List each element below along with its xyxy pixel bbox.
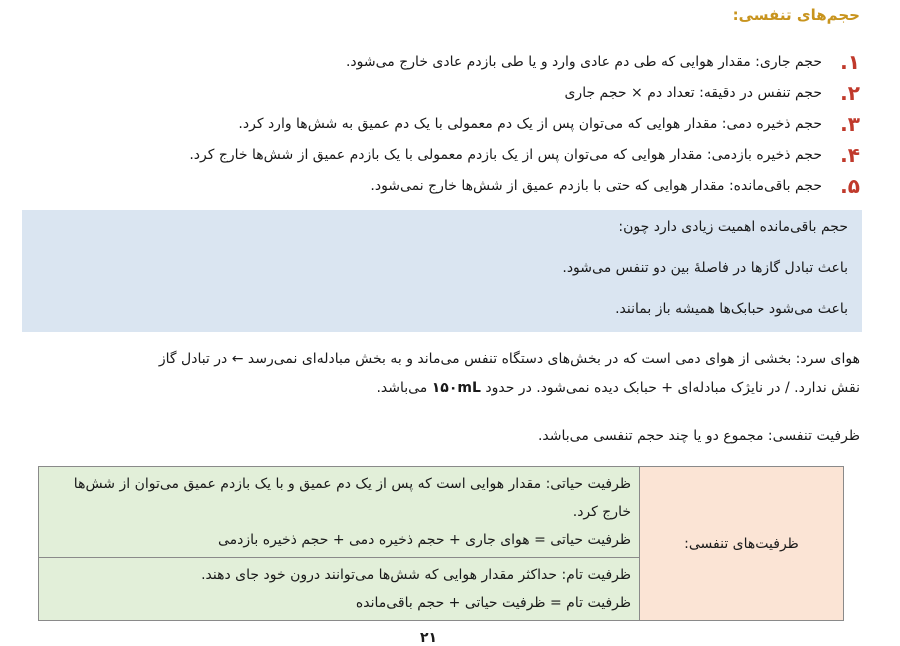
total-capacity-definition: ظرفیت تام: حداکثر مقدار هوایی که شش‌ها می‌توانند درون خود جای دهند. xyxy=(201,567,631,583)
list-number: ۵. xyxy=(840,173,860,198)
capacity-definition: ظرفیت تنفسی: مجموع دو یا چند حجم تنفسی می‌باشد. xyxy=(537,428,860,444)
respiratory-volumes-list xyxy=(60,46,860,201)
list-item xyxy=(60,139,860,170)
list-item xyxy=(60,46,860,77)
list-number: ۱. xyxy=(840,49,860,74)
list-item-text: حجم باقی‌مانده: مقدار هوایی که حتی با بازدم عمیق از شش‌ها خارج نمی‌شود. xyxy=(370,177,822,194)
capacities-table xyxy=(38,466,844,621)
dead-space-paragraph xyxy=(20,345,860,403)
list-item xyxy=(60,108,860,139)
residual-volume-box xyxy=(22,210,862,332)
paragraph-text: می‌باشد. xyxy=(376,380,432,396)
box-reason: باعث تبادل گازها در فاصلهٔ بین دو تنفس می‌شود. xyxy=(562,260,848,276)
list-item xyxy=(60,77,860,108)
paragraph-line: هوای سرد: بخشی از هوای دمی است که در بخش‌های دستگاه تنفس می‌ماند و به بخش مبادله‌ای نمی‌رسد ← در تبادل گاز xyxy=(158,351,860,367)
dead-space-amount: ۱۵۰mL xyxy=(431,380,481,396)
vital-capacity-definition: ظرفیت حیاتی: مقدار هوایی است که پس از یک دم عمیق و با یک بازدم عمیق می‌توان از شش‌ها خارج کرد. xyxy=(73,476,631,520)
list-item-text: حجم ذخیره بازدمی: مقدار هوایی که می‌توان پس از یک بازدم معمولی با یک بازدم عمیق از شش‌ها خارج کرد. xyxy=(189,146,822,163)
paragraph-line xyxy=(20,374,860,403)
vital-capacity-formula: ظرفیت حیاتی = هوای جاری + حجم ذخیره دمی + حجم ذخیره بازدمی xyxy=(217,532,631,548)
list-number: ۲. xyxy=(840,80,860,105)
total-capacity-formula: ظرفیت تام = ظرفیت حیاتی + حجم باقی‌مانده xyxy=(355,595,631,611)
table-label-cell: ظرفیت‌های تنفسی: xyxy=(640,467,844,621)
paragraph-text: نقش ندارد. / در نایژک مبادله‌ای + حبابک دیده نمی‌شود. در حدود xyxy=(480,380,860,396)
list-item-text: حجم تنفس در دقیقه: تعداد دم × حجم جاری xyxy=(564,84,822,101)
page-number: ۲۱ xyxy=(420,630,438,646)
section-title: حجم‌های تنفسی: xyxy=(732,6,860,24)
box-heading: حجم باقی‌مانده اهمیت زیادی دارد چون: xyxy=(618,219,848,235)
list-item xyxy=(60,170,860,201)
list-number: ۴. xyxy=(840,142,860,167)
box-reason: باعث می‌شود حبابک‌ها همیشه باز بمانند. xyxy=(615,301,848,317)
list-number: ۳. xyxy=(840,111,860,136)
vital-capacity-cell xyxy=(39,467,640,558)
total-capacity-cell xyxy=(39,558,640,621)
list-item-text: حجم جاری: مقدار هوایی که طی دم عادی وارد و یا طی بازدم عادی خارج می‌شود. xyxy=(345,53,822,70)
list-item-text: حجم ذخیره دمی: مقدار هوایی که می‌توان پس از یک دم معمولی با یک دم عمیق به شش‌ها وارد کرد. xyxy=(238,115,822,132)
